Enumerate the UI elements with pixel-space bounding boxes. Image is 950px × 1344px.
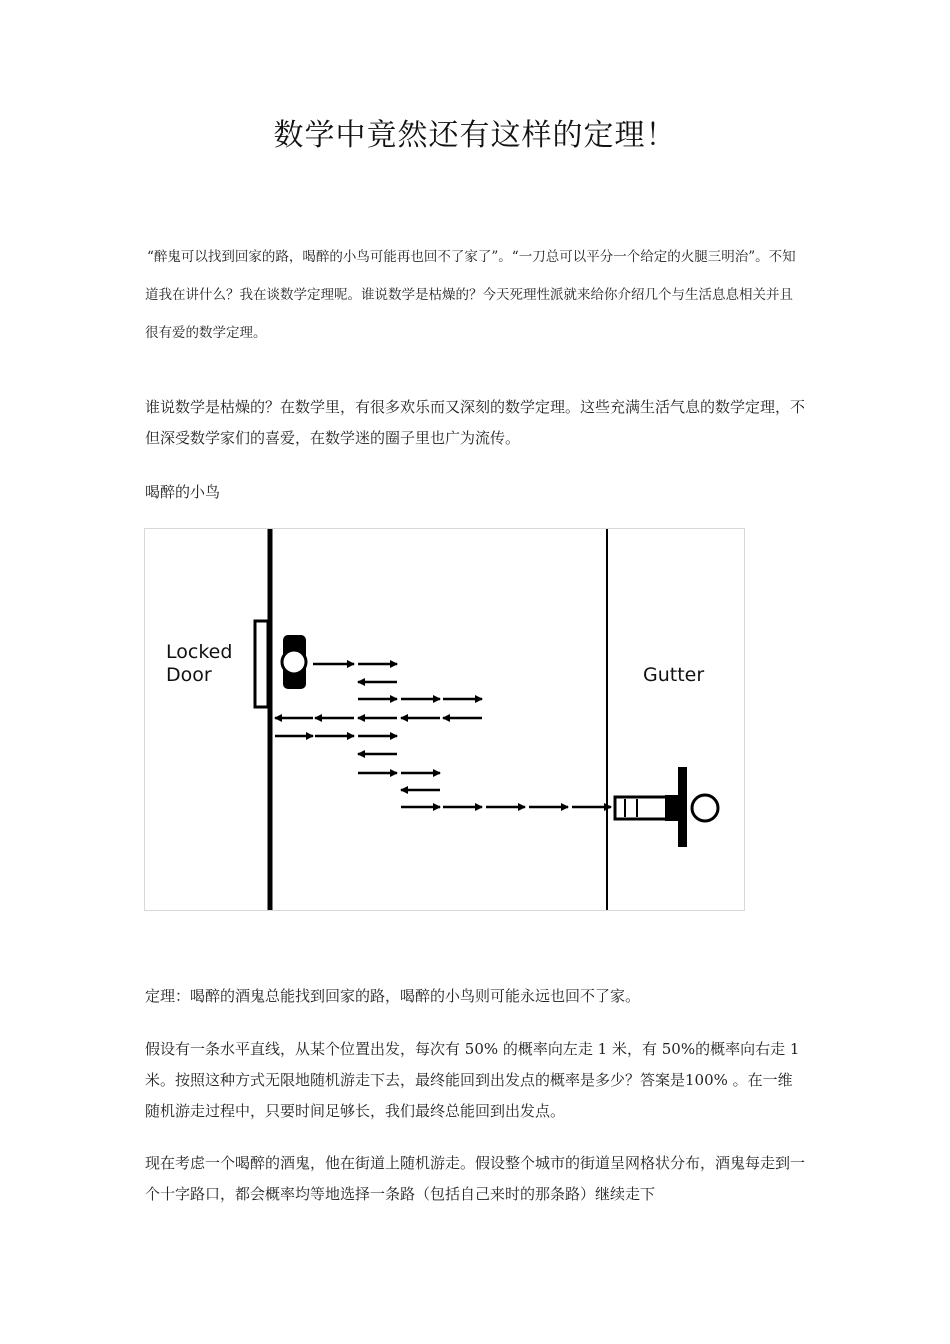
random-walk-figure [144, 528, 745, 911]
walk-arrows [275, 664, 611, 807]
gutter-label: Gutter [643, 664, 705, 686]
random-walk-diagram [145, 529, 744, 910]
door-shape [255, 621, 268, 707]
locked-label: Locked [166, 641, 233, 663]
section-heading: 喝醉的小鸟 [145, 483, 221, 501]
intro-paragraph: “醉鬼可以找到回家的路，喝醉的小鸟可能再也回不了家了”。“一刀总可以平分一个给定的火腿三明治”。不知道我在讲什么？我在谈数学定理呢。谁说数学是枯燥的？今天死理性派就来给你介绍几个与生活息息相关并且很有爱的数学定理。 [145, 249, 796, 341]
page-title: 数学中竟然还有这样的定理！ [273, 118, 677, 153]
body-paragraph-1: 谁说数学是枯燥的？在数学里，有很多欢乐而又深刻的数学定理。这些充满生活气息的数学定理，不但深受数学家们的喜爱，在数学迷的圈子里也广为流传。 [145, 398, 806, 447]
body-paragraph-3: 现在考虑一个喝醉的酒鬼，他在街道上随机游走。假设整个城市的街道呈网格状分布，酒鬼每走到一个十字路口，都会概率均等地选择一条路（包括自己来时的那条路）继续走下 [145, 1154, 806, 1203]
door-label: Door [166, 664, 212, 686]
theorem-paragraph: 定理：喝醉的酒鬼总能找到回家的路，喝醉的小鸟则可能永远也回不了家。 [145, 987, 641, 1005]
body-paragraph-2: 假设有一条水平直线，从某个位置出发，每次有 50% 的概率向左走 1 米，有 50%的概率向右走 1 米。按照这种方式无限地随机游走下去，最终能回到出发点的概率是多少？答案是100% 。在一维随机游走过程中，只要时间足够长，我们最终总能回到出发点。 [145, 1040, 800, 1120]
walker-start-icon [282, 635, 306, 689]
walker-end-icon [615, 767, 718, 847]
